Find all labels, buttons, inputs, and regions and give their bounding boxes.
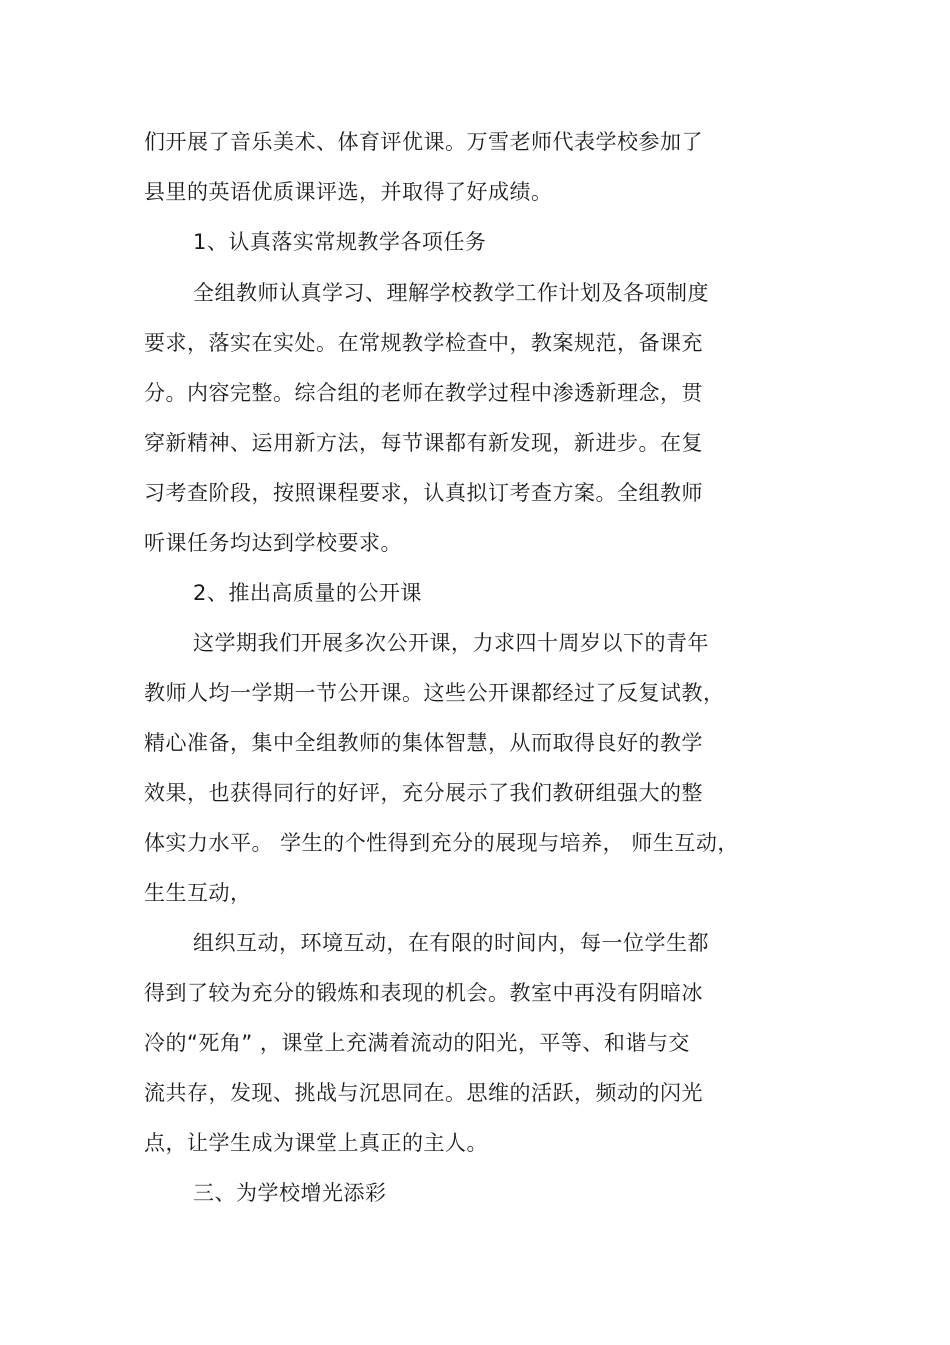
section-heading: 三、为学校增光添彩 <box>193 1181 387 1205</box>
paragraph-line: 精心准备，集中全组教师的集体智慧，从而取得良好的教学 <box>144 731 703 755</box>
paragraph-line: 生生互动， <box>144 881 252 905</box>
paragraph-line: 听课任务均达到学校要求。 <box>144 531 402 555</box>
paragraph-line: 教师人均一学期一节公开课。这些公开课都经过了反复试教， <box>144 681 725 705</box>
paragraph-line: 效果，也获得同行的好评，充分展示了我们教研组强大的整 <box>144 781 703 805</box>
paragraph-line: 得到了较为充分的锻炼和表现的机会。教室中再没有阴暗冰 <box>144 981 703 1005</box>
section-heading: 2、推出高质量的公开课 <box>193 581 422 605</box>
paragraph-line: 这学期我们开展多次公开课，力求四十周岁以下的青年 <box>193 631 709 655</box>
paragraph-line: 县里的英语优质课评选，并取得了好成绩。 <box>144 180 553 204</box>
paragraph-line: 流共存，发现、挑战与沉思同在。思维的活跃，频动的闪光 <box>144 1081 703 1105</box>
section-heading: 1、认真落实常规教学各项任务 <box>193 230 487 254</box>
paragraph-line: 们开展了音乐美术、体育评优课。万雪老师代表学校参加了 <box>144 130 703 154</box>
paragraph-line: 点，让学生成为课堂上真正的主人。 <box>144 1131 488 1155</box>
paragraph-line: 体实力水平。 学生的个性得到充分的展现与培养， 师生互动， <box>144 831 739 855</box>
paragraph-line: 要求，落实在实处。在常规教学检查中，教案规范，备课充 <box>144 331 703 355</box>
paragraph-line: 习考查阶段，按照课程要求，认真拟订考查方案。全组教师 <box>144 481 703 505</box>
paragraph-line: 全组教师认真学习、理解学校教学工作计划及各项制度 <box>193 281 709 305</box>
paragraph-line: 组织互动，环境互动，在有限的时间内，每一位学生都 <box>193 931 709 955</box>
paragraph-line: 分。内容完整。综合组的老师在教学过程中渗透新理念，贯 <box>144 381 703 405</box>
paragraph-line: 冷的“死角” ，课堂上充满着流动的阳光，平等、和谐与交 <box>144 1031 690 1055</box>
paragraph-line: 穿新精神、运用新方法，每节课都有新发现，新进步。在复 <box>144 431 703 455</box>
